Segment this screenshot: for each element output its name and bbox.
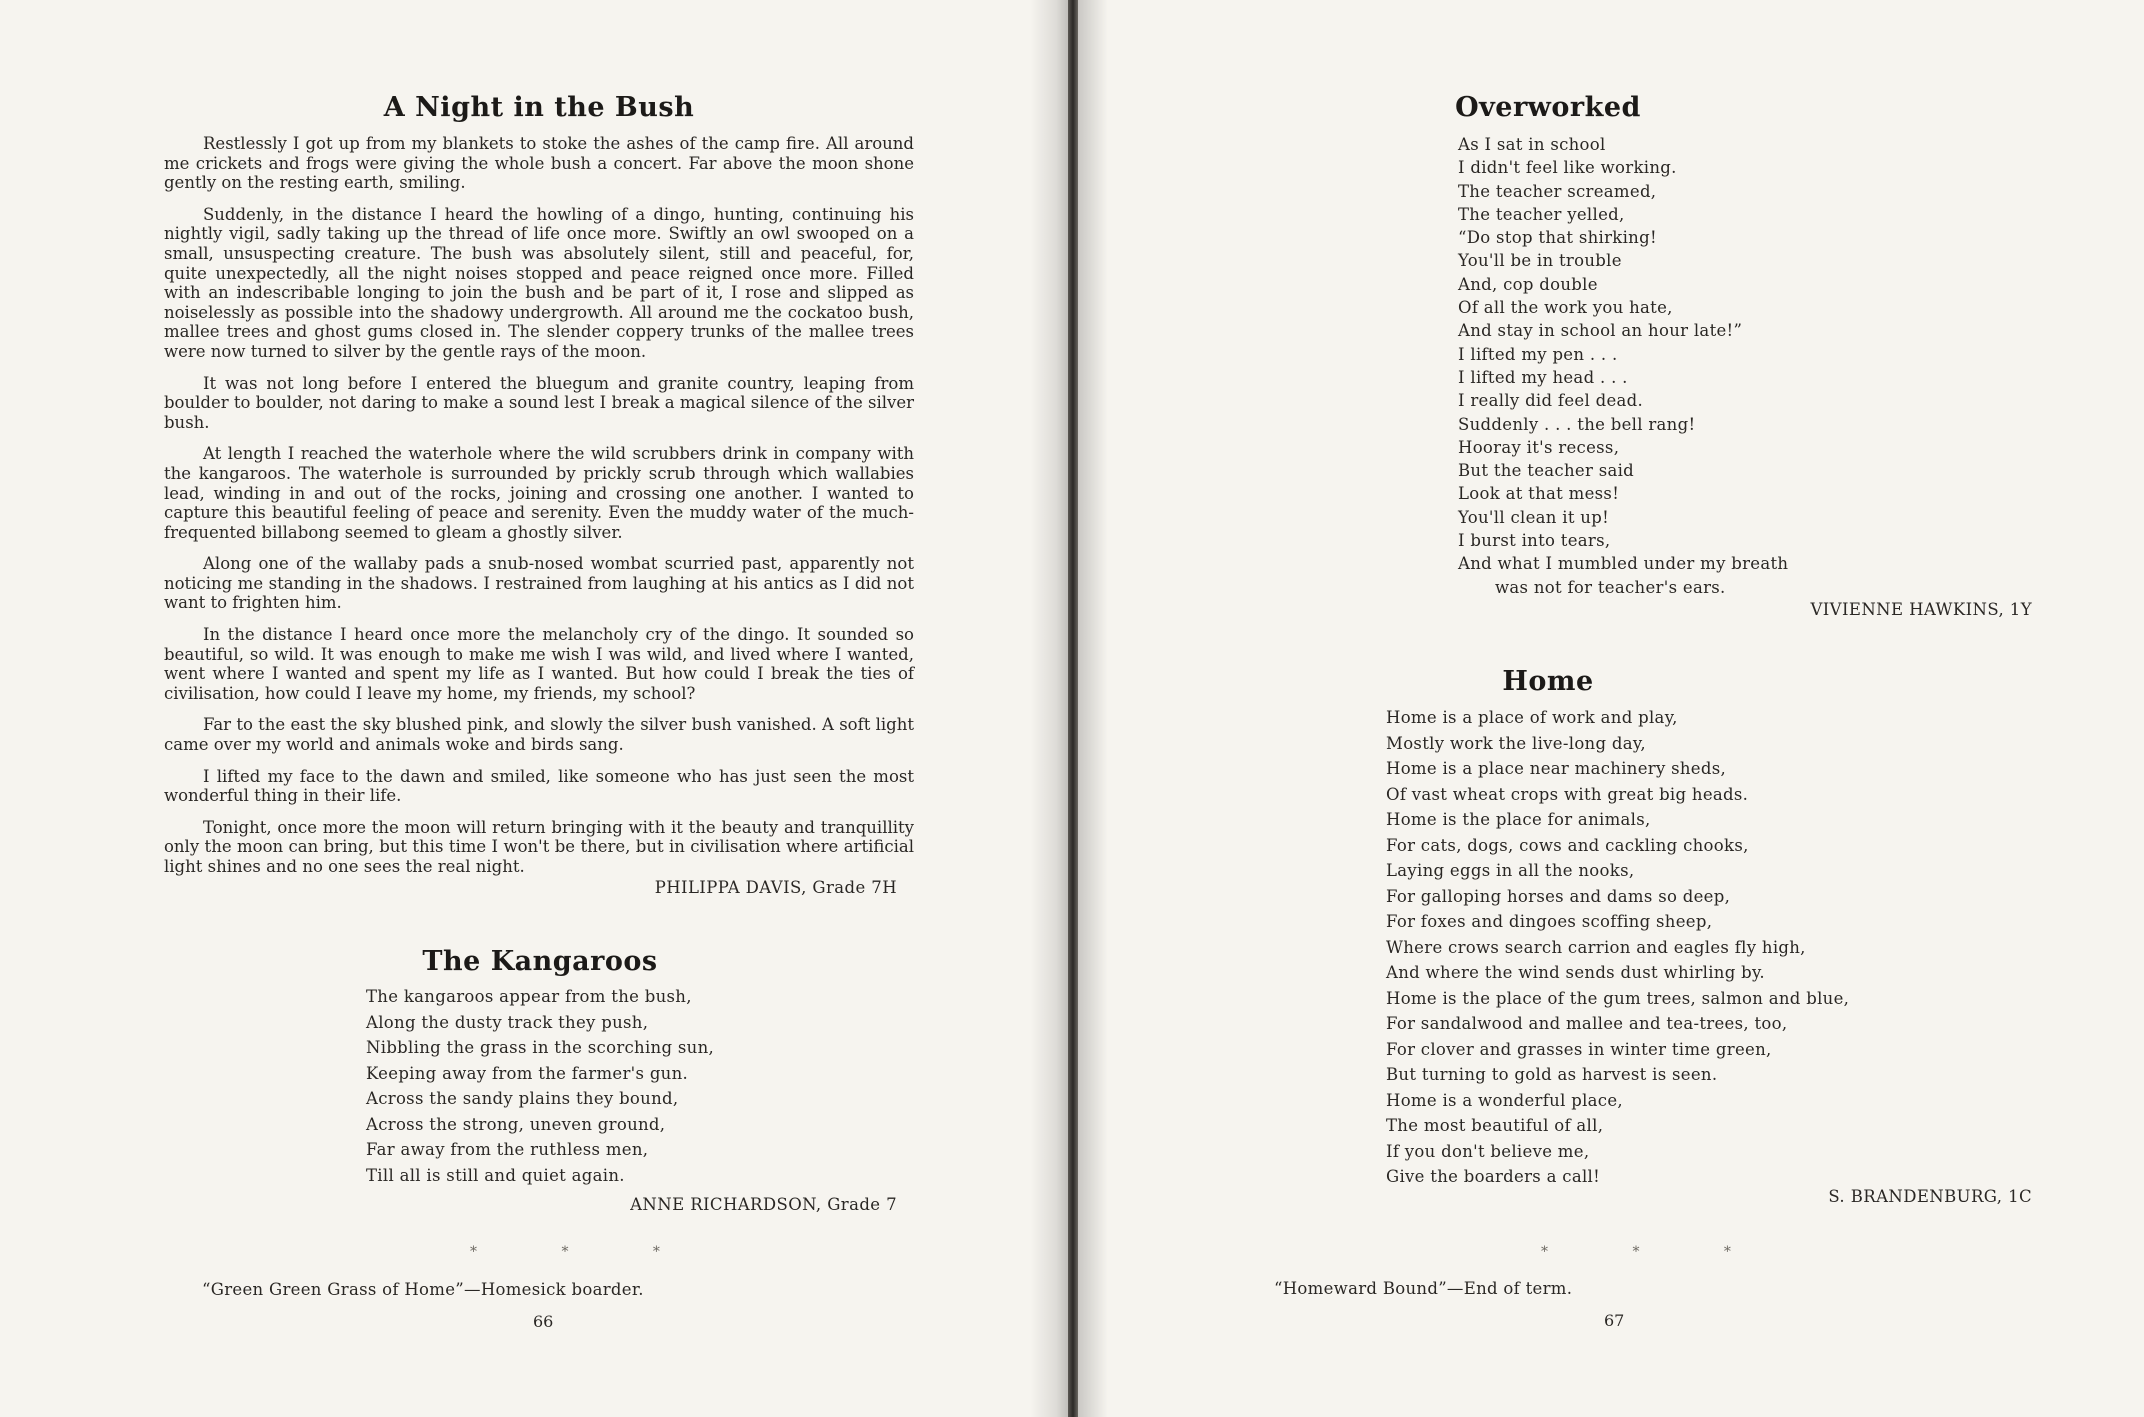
poem-line: Home is the place of the gum trees, salmon and blue, bbox=[1386, 988, 1850, 1008]
story-paragraph: At length I reached the waterhole where the wild scrubbers drink in company with the kangaroos. The waterhole is surrounded by prickly scrub through which wallabies lead, winding in and out of the rocks, joining and crossing one another. I wanted to capture this beautiful feeling of peace and serenity. Even the muddy water of the much-frequented billabong seemed to gleam a ghostly silver. bbox=[164, 444, 914, 542]
poem-line: Hooray it's recess, bbox=[1458, 437, 1620, 457]
poem-line: And, cop double bbox=[1458, 274, 1598, 294]
poem-line: I lifted my pen . . . bbox=[1458, 344, 1618, 364]
story-paragraph: Far to the east the sky blushed pink, and slowly the silver bush vanished. A soft light came over my world and animals woke and birds sang. bbox=[164, 715, 914, 755]
poem-title-overworked: Overworked bbox=[1455, 92, 1641, 123]
page-number: 66 bbox=[533, 1312, 554, 1331]
poem-line: Look at that mess! bbox=[1458, 484, 1620, 504]
poem-line: Far away from the ruthless men, bbox=[366, 1140, 649, 1159]
story-title: A Night in the Bush bbox=[383, 92, 695, 123]
poem-home-author: S. BRANDENBURG, 1C bbox=[1828, 1187, 2032, 1206]
poem-line: Across the sandy plains they bound, bbox=[366, 1089, 679, 1108]
poem-line: Of vast wheat crops with great big heads. bbox=[1386, 784, 1749, 804]
poem-line: was not for teacher's ears. bbox=[1495, 577, 1726, 597]
poem-line: Where crows search carrion and eagles fly high, bbox=[1386, 937, 1806, 957]
story-paragraph: Tonight, once more the moon will return bringing with it the beauty and tranquillity only the moon can bring, but this time I won't be there, but in civilisation where artificial light shines and no one sees the real night. bbox=[164, 817, 914, 876]
poem-line: If you don't believe me, bbox=[1386, 1141, 1590, 1161]
poem-line: Home is the place for animals, bbox=[1386, 810, 1651, 829]
story-paragraph: In the distance I heard once more the melancholy cry of the dingo. It sounded so beautiful, so wild. It was enough to make me wish I was wild, and lived where I wanted, went where I wanted and spent my life as I wanted. But how could I break the ties of civilisation, how could I leave my home, my friends, my school? bbox=[164, 625, 914, 703]
section-separator-stars: * * * bbox=[1541, 1244, 1771, 1260]
poem-line: But turning to gold as harvest is seen. bbox=[1386, 1065, 1718, 1084]
poem-line: The kangaroos appear from the bush, bbox=[366, 987, 692, 1006]
poem-line: Mostly work the live-long day, bbox=[1386, 733, 1646, 753]
story-paragraph: I lifted my face to the dawn and smiled, like someone who has just seen the most wonderful thing in their life. bbox=[164, 766, 914, 806]
story-paragraph: It was not long before I entered the bluegum and granite country, leaping from boulder to boulder, not daring to make a sound lest I break a magical silence of the silver bush. bbox=[164, 373, 914, 432]
left-page bbox=[0, 0, 1068, 1417]
poem-line: You'll be in trouble bbox=[1458, 251, 1622, 271]
story-paragraph: Suddenly, in the distance I heard the howling of a dingo, hunting, continuing his nightly vigil, sadly taking up the thread of life once more. Swiftly an owl swooped on a small, unsuspecting creature. The bush was absolutely silent, still and peaceful, for, quite unexpectedly, all the night noises stopped and peace reigned once more. Filled with an indescribable longing to join the bush and be part of it, I rose and slipped as noiselessly as possible into the shadowy undergrowth. All around me the cockatoo bush, mallee trees and ghost gums closed in. The slender coppery trunks of the mallee trees were now turned to silver by the gentle rays of the moon. bbox=[164, 204, 914, 361]
poem-line: And stay in school an hour late!” bbox=[1458, 321, 1743, 341]
poem-kangaroos bbox=[366, 984, 714, 1188]
poem-line: Of all the work you hate, bbox=[1458, 298, 1673, 318]
poem-line: Along the dusty track they push, bbox=[366, 1012, 649, 1032]
poem-line: For cats, dogs, cows and cackling chooks, bbox=[1386, 835, 1749, 855]
book-gutter bbox=[1068, 0, 1078, 1417]
page-number: 67 bbox=[1604, 1311, 1625, 1330]
poem-line: Give the boarders a call! bbox=[1386, 1167, 1601, 1186]
poem-overworked-author: VIVIENNE HAWKINS, 1Y bbox=[1810, 600, 2032, 619]
poem-line: The teacher yelled, bbox=[1458, 204, 1625, 224]
poem-line: Home is a place of work and play, bbox=[1386, 708, 1678, 727]
poem-title-home: Home bbox=[1502, 666, 1594, 697]
poem-line: I lifted my head . . . bbox=[1458, 367, 1628, 387]
footer-quote: “Homeward Bound”—End of term. bbox=[1274, 1279, 1573, 1298]
footer-quote: “Green Green Grass of Home”—Homesick boarder. bbox=[202, 1280, 644, 1299]
poem-line: The teacher screamed, bbox=[1458, 181, 1657, 201]
story-body bbox=[164, 134, 914, 889]
poem-title-kangaroos: The Kangaroos bbox=[422, 946, 658, 977]
poem-line: And what I mumbled under my breath bbox=[1458, 554, 1789, 574]
poem-line: Suddenly . . . the bell rang! bbox=[1458, 414, 1696, 434]
poem-overworked bbox=[1458, 133, 1788, 599]
poem-line: Home is a wonderful place, bbox=[1386, 1090, 1623, 1110]
poem-line: You'll clean it up! bbox=[1458, 507, 1610, 527]
gutter-shadow bbox=[1030, 0, 1068, 1417]
gutter-shadow bbox=[1078, 0, 1108, 1417]
poem-line: For galloping horses and dams so deep, bbox=[1386, 886, 1731, 906]
poem-line: Home is a place near machinery sheds, bbox=[1386, 759, 1727, 778]
poem-line: Nibbling the grass in the scorching sun, bbox=[366, 1038, 715, 1057]
poem-kangaroos-author: ANNE RICHARDSON, Grade 7 bbox=[630, 1195, 897, 1214]
poem-line: I burst into tears, bbox=[1458, 531, 1611, 551]
poem-line: But the teacher said bbox=[1458, 461, 1635, 481]
poem-line: Till all is still and quiet again. bbox=[366, 1165, 625, 1185]
story-author: PHILIPPA DAVIS, Grade 7H bbox=[654, 878, 897, 897]
section-separator-stars: * * * bbox=[470, 1244, 700, 1260]
poem-line: For sandalwood and mallee and tea-trees, too, bbox=[1386, 1014, 1788, 1033]
poem-line: Laying eggs in all the nooks, bbox=[1386, 861, 1635, 880]
poem-line: Keeping away from the farmer's gun. bbox=[366, 1063, 689, 1083]
poem-line: And where the wind sends dust whirling by. bbox=[1386, 963, 1765, 982]
poem-line: As I sat in school bbox=[1458, 135, 1606, 154]
poem-line: The most beautiful of all, bbox=[1386, 1116, 1604, 1135]
poem-line: For clover and grasses in winter time green, bbox=[1386, 1039, 1772, 1059]
poem-line: Across the strong, uneven ground, bbox=[366, 1114, 666, 1134]
right-page bbox=[1078, 0, 2144, 1417]
story-paragraph: Restlessly I got up from my blankets to stoke the ashes of the camp fire. All around me crickets and frogs were giving the whole bush a concert. Far above the moon shone gently on the resting earth, smiling. bbox=[164, 134, 914, 193]
poem-line: For foxes and dingoes scoffing sheep, bbox=[1386, 912, 1713, 931]
poem-line: I didn't feel like working. bbox=[1458, 158, 1677, 178]
story-paragraph: Along one of the wallaby pads a snub-nosed wombat scurried past, apparently not noticing me standing in the shadows. I restrained from laughing at his antics as I did not want to frighten him. bbox=[164, 554, 914, 613]
poem-line: “Do stop that shirking! bbox=[1458, 228, 1657, 248]
poem-home bbox=[1386, 705, 1849, 1190]
poem-line: I really did feel dead. bbox=[1458, 391, 1644, 411]
